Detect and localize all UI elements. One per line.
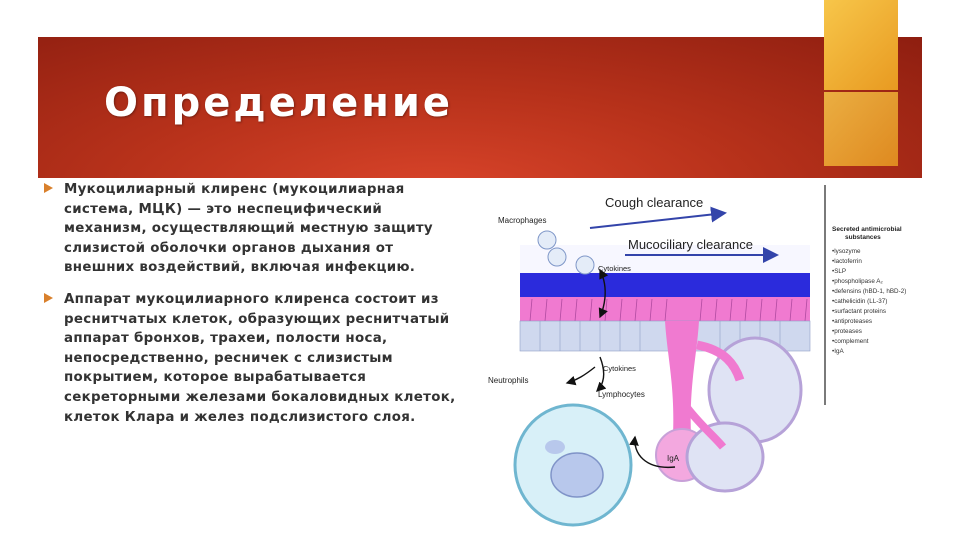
neutrophil-arrow <box>567 367 595 383</box>
cell-nucleus <box>551 453 603 497</box>
secreted-item: •lysozyme <box>832 248 861 255</box>
secreted-item: •proteases <box>832 328 862 335</box>
lymphocyte-arrow <box>597 357 604 391</box>
label-lymphocytes: Lymphocytes <box>598 390 645 399</box>
secreted-item: •SLP <box>832 268 847 275</box>
label-cytokines-top: Cytokines <box>598 264 631 273</box>
label-neutrophils: Neutrophils <box>488 376 529 385</box>
accent-square <box>824 0 898 90</box>
secreted-item: •phospholipase A₂ <box>832 278 883 285</box>
label-iga: IgA <box>667 454 680 463</box>
label-mucociliary-clearance: Mucociliary clearance <box>628 237 753 252</box>
bullet-item <box>44 290 456 427</box>
macrophage-cell <box>548 248 566 266</box>
cell-granule <box>545 440 565 454</box>
secreted-item: •cathelicidin (LL-37) <box>832 298 888 305</box>
secreted-heading: substances <box>845 234 881 241</box>
macrophage-cell <box>576 256 594 274</box>
label-cough-clearance: Cough clearance <box>605 195 704 210</box>
secreted-item: •defensins (hBD-1, hBD-2) <box>832 288 907 295</box>
label-cytokines-mid: Cytokines <box>603 364 636 373</box>
bullet-text: Аппарат мукоцилиарного клиренса состоит из реснитчатых клеток, образующих реснитчатый аппарат бронхов, трахеи, полости носа, непосредственно, ресничек с слизистым покрытием, которое вырабатывается секреторными железами бокаловидных клеток, клеток Клара и желез подслизистого слоя. <box>64 291 456 425</box>
secreted-item: •lactoferrin <box>832 258 862 265</box>
secreted-heading: Secreted antimicrobial <box>832 226 902 233</box>
cough-arrow <box>590 213 725 228</box>
gland-acinus <box>687 423 763 491</box>
label-macrophages: Macrophages <box>498 216 547 225</box>
bullet-list <box>44 180 456 439</box>
bullet-arrow-icon <box>44 293 53 303</box>
bullet-item <box>44 180 456 278</box>
mucociliary-diagram <box>485 185 945 530</box>
secreted-item: •complement <box>832 338 869 345</box>
mucus-layer <box>520 273 810 297</box>
secreted-item: •IgA <box>832 348 844 355</box>
secreted-item: •surfactant proteins <box>832 308 887 315</box>
macrophage-cell <box>538 231 556 249</box>
accent-square <box>824 92 898 166</box>
secreted-item: •antiproteases <box>832 318 873 325</box>
bullet-arrow-icon <box>44 183 53 193</box>
slide-title: Определение <box>104 80 454 126</box>
secreted-list <box>832 248 906 355</box>
bullet-text: Мукоцилиарный клиренс (мукоцилиарная система, МЦК) — это неспецифический механизм, осуществляющий местную защиту слизистой оболочки органов дыхания от внешних воздействий, включая инфекцию. <box>64 182 433 276</box>
